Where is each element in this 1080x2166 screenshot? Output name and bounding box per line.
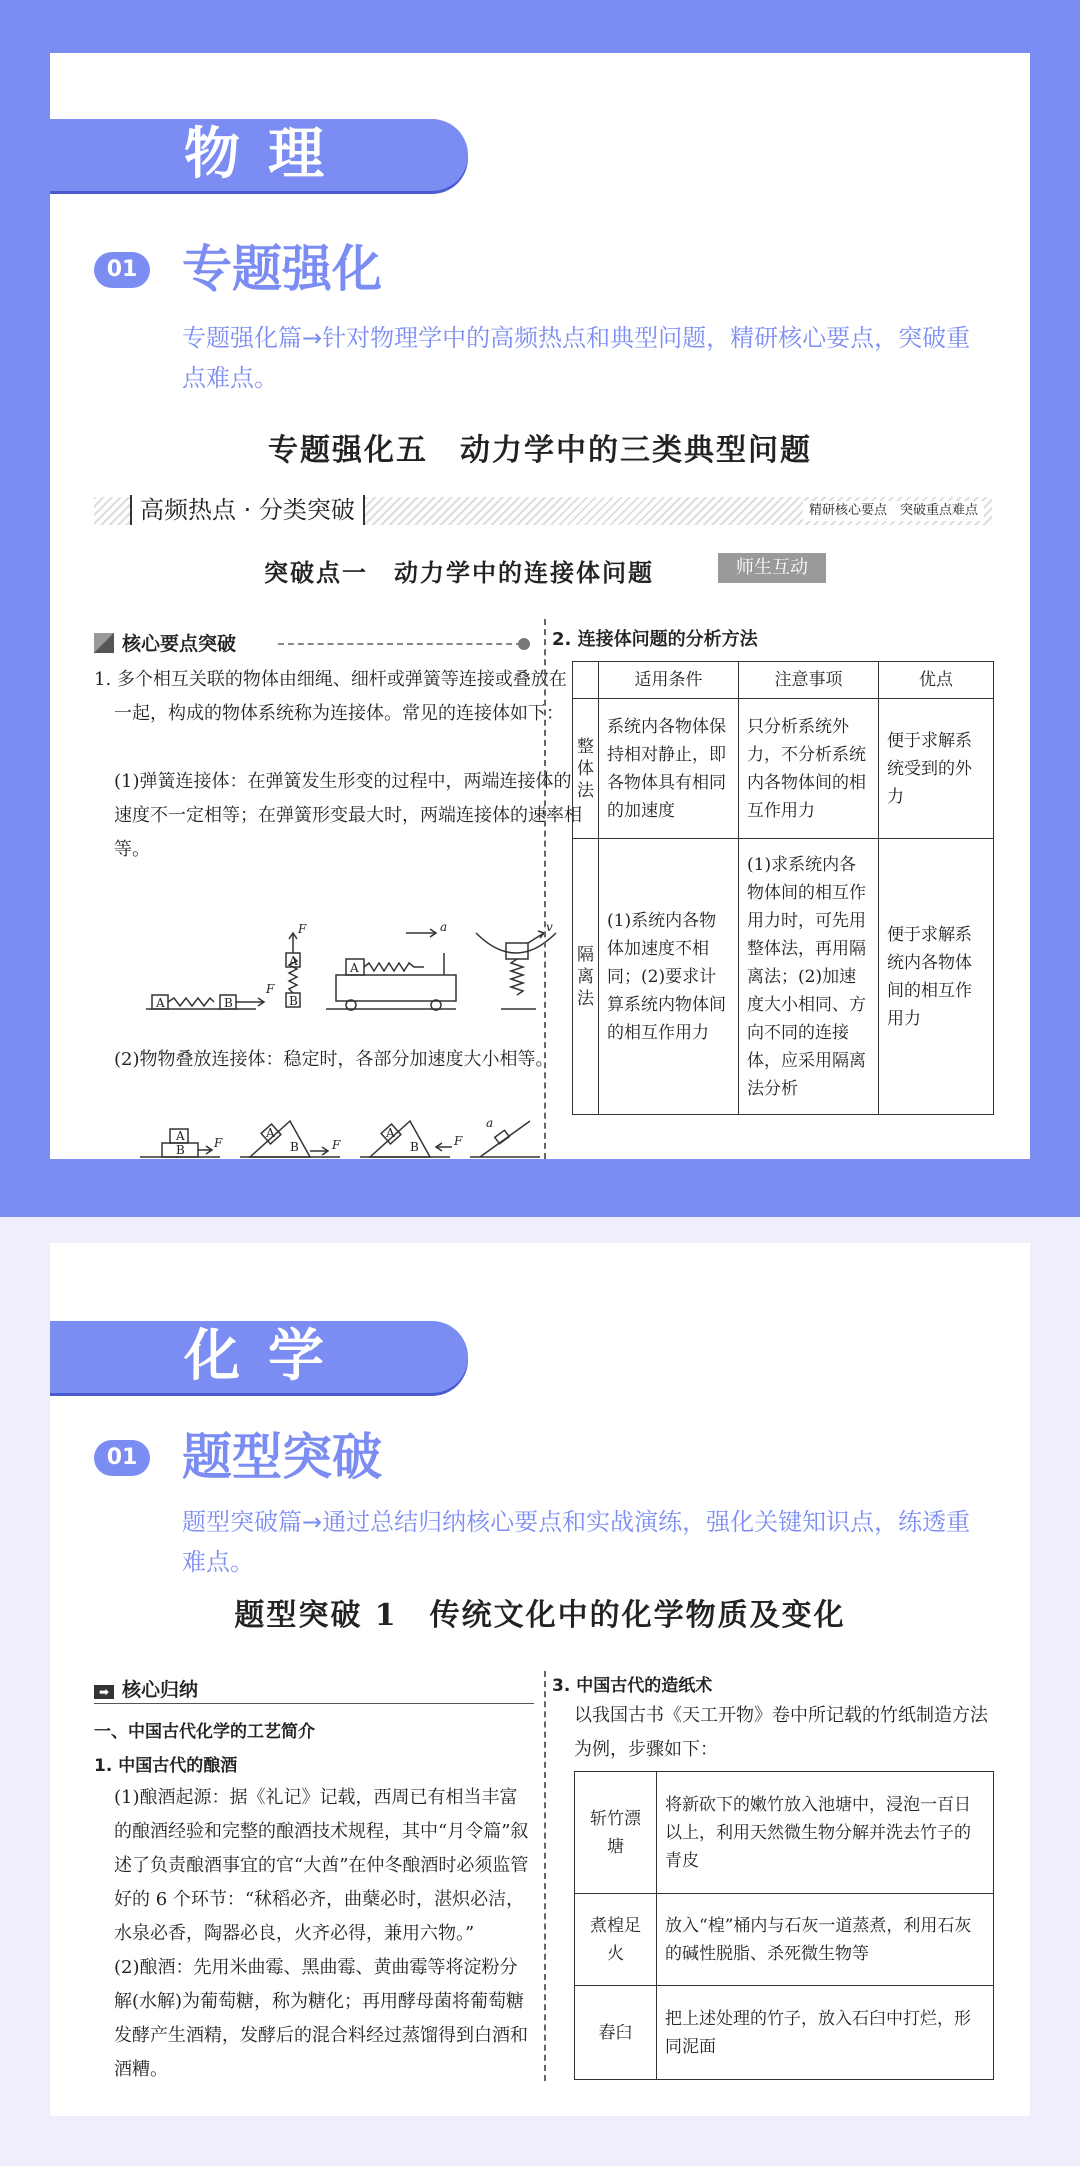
key-points-heading: 核心要点突破 [94, 629, 236, 656]
svg-text:v: v [546, 920, 553, 934]
table-row [575, 1772, 994, 1894]
square-icon [94, 633, 114, 653]
table-heading: 2. 连接体问题的分析方法 [552, 629, 758, 650]
section-number-badge: 01 [94, 1440, 150, 1476]
right-intro: 以我国古书《天工开物》卷中所记载的竹纸制造方法为例，步骤如下： [574, 1705, 988, 1760]
table-row [575, 1986, 994, 2080]
svg-text:F: F [332, 1138, 341, 1152]
svg-text:F: F [214, 1136, 223, 1150]
svg-text:A: A [176, 1129, 185, 1143]
arrow-icon: ➡ [94, 1685, 114, 1699]
svg-text:a: a [440, 920, 448, 934]
svg-text:A: A [386, 1126, 395, 1140]
svg-text:B: B [289, 994, 298, 1008]
section-title: 题型突破 [182, 1428, 382, 1486]
step-name: 舂臼 [575, 1986, 657, 2080]
section-title: 专题强化 [182, 240, 382, 298]
heading-rule [94, 1703, 534, 1704]
table-header: 优点 [879, 662, 994, 699]
paragraph-1: 1. 多个相互关联的物体由细绳、细杆或弹簧等连接或叠放在一起，构成的物体系统称为连接体。常见的连接体如下： [94, 669, 567, 724]
step-name: 煮楻足火 [575, 1894, 657, 1986]
method-table [572, 661, 994, 1115]
subheading-2: 1. 中国古代的酿酒 [94, 1756, 238, 1776]
paragraph-2: (2)酿酒：先用米曲霉、黑曲霉、黄曲霉等将淀粉分解(水解)为葡萄糖，称为糖化；再用酵母菌将葡萄糖发酵产生酒精，发酵后的混合料经过蒸馏得到白酒和酒糟。 [114, 1957, 528, 2080]
svg-text:a: a [486, 1116, 494, 1130]
subject-tab: 化学 [50, 1321, 468, 1393]
table-cell: 便于求解系统受到的外力 [879, 699, 994, 839]
svg-text:A: A [350, 961, 359, 975]
step-desc: 将新砍下的嫩竹放入池塘中，浸泡一百日以上，利用天然微生物分解并洗去竹子的青皮 [657, 1772, 994, 1894]
chemistry-card [50, 1243, 1030, 2116]
svg-text:A: A [266, 1126, 275, 1140]
physics-card [50, 53, 1030, 1159]
section-number-badge: 01 [94, 252, 150, 288]
key-points-heading: ➡ 核心归纳 [94, 1675, 198, 1702]
tag-badge: 师生互动 [718, 553, 826, 583]
stack-figures [140, 1113, 580, 1159]
table-corner [573, 662, 599, 699]
step-desc: 把上述处理的竹子，放入石臼中打烂，形同泥面 [657, 1986, 994, 2080]
row-label: 隔离法 [573, 839, 599, 1115]
svg-text:B: B [224, 996, 233, 1010]
section-description: 题型突破篇→通过总结归纳核心要点和实战演练，强化关键知识点，练透重难点。 [182, 1508, 971, 1576]
table-header-row [573, 662, 994, 699]
table-row [575, 1894, 994, 1986]
bar-right-label: 精研核心要点 突破重点难点 [803, 501, 984, 521]
steps-table [574, 1771, 994, 2080]
subheading-1: 一、中国古代化学的工艺简介 [94, 1722, 315, 1742]
svg-text:B: B [290, 1140, 299, 1154]
svg-text:B: B [410, 1140, 419, 1154]
spring-figures [146, 873, 586, 1023]
dashed-line [278, 643, 522, 645]
paragraph-1: (1)酿酒起源：据《礼记》记载，西周已有相当丰富的酿酒经验和完整的酿酒技术规程，其中“月令篇”叙述了负责酿酒事宜的官“大酋”在仲冬酿酒时必须监管好的 6 个环节：“秫稻必齐，曲蘖必时，湛炽必洁，水泉必香，陶器必良，火齐必得，兼用六物。” [114, 1787, 529, 1944]
step-desc: 放入“楻”桶内与石灰一道蒸煮，利用石灰的碱性脱脂、杀死微生物等 [657, 1894, 994, 1986]
svg-text:A: A [156, 996, 165, 1010]
table-row [573, 839, 994, 1115]
table-cell: 系统内各物体保持相对静止，即各物体具有相同的加速度 [599, 699, 739, 839]
row-label: 整体法 [573, 699, 599, 839]
section-description: 专题强化篇→针对物理学中的高频热点和典型问题，精研核心要点，突破重点难点。 [182, 324, 971, 392]
doc-title: 专题强化五 动力学中的三类典型问题 [268, 433, 812, 468]
svg-text:A: A [289, 954, 298, 968]
svg-text:F: F [266, 982, 275, 996]
svg-text:F: F [298, 922, 307, 936]
table-cell: 便于求解系统内各物体间的相互作用力 [879, 839, 994, 1115]
table-cell: 只分析系统外力，不分析系统内各物体间的相互作用力 [739, 699, 879, 839]
step-name: 斩竹漂塘 [575, 1772, 657, 1894]
table-row [573, 699, 994, 839]
table-header: 适用条件 [599, 662, 739, 699]
table-header: 注意事项 [739, 662, 879, 699]
bar-label: 高频热点 · 分类突破 [130, 495, 365, 525]
doc-title: 题型突破 1 传统文化中的化学物质及变化 [234, 1598, 846, 1633]
table-cell: (1)求系统内各物体间的相互作用力时，可先用整体法，再用隔离法；(2)加速度大小相同、方向不同的连接体，应采用隔离法分析 [739, 839, 879, 1115]
table-cell: (1)系统内各物体加速度不相同；(2)要求计算系统内物体间的相互作用力 [599, 839, 739, 1115]
subject-tab: 物理 [50, 119, 468, 191]
paragraph-3: (2)物物叠放连接体：稳定时，各部分加速度大小相等。 [114, 1049, 554, 1070]
hatch-bar [94, 497, 992, 525]
paragraph-2: (1)弹簧连接体：在弹簧发生形变的过程中，两端连接体的速度不一定相等；在弹簧形变最大时，两端连接体的速率相等。 [114, 771, 582, 860]
column-divider [544, 1671, 546, 2081]
breakpoint-title: 突破点一 动力学中的连接体问题 [264, 559, 654, 587]
svg-text:B: B [176, 1143, 185, 1157]
column-divider [544, 619, 546, 1159]
svg-text:F: F [454, 1134, 463, 1148]
dot-icon [518, 638, 530, 650]
right-heading: 3. 中国古代的造纸术 [552, 1676, 713, 1696]
